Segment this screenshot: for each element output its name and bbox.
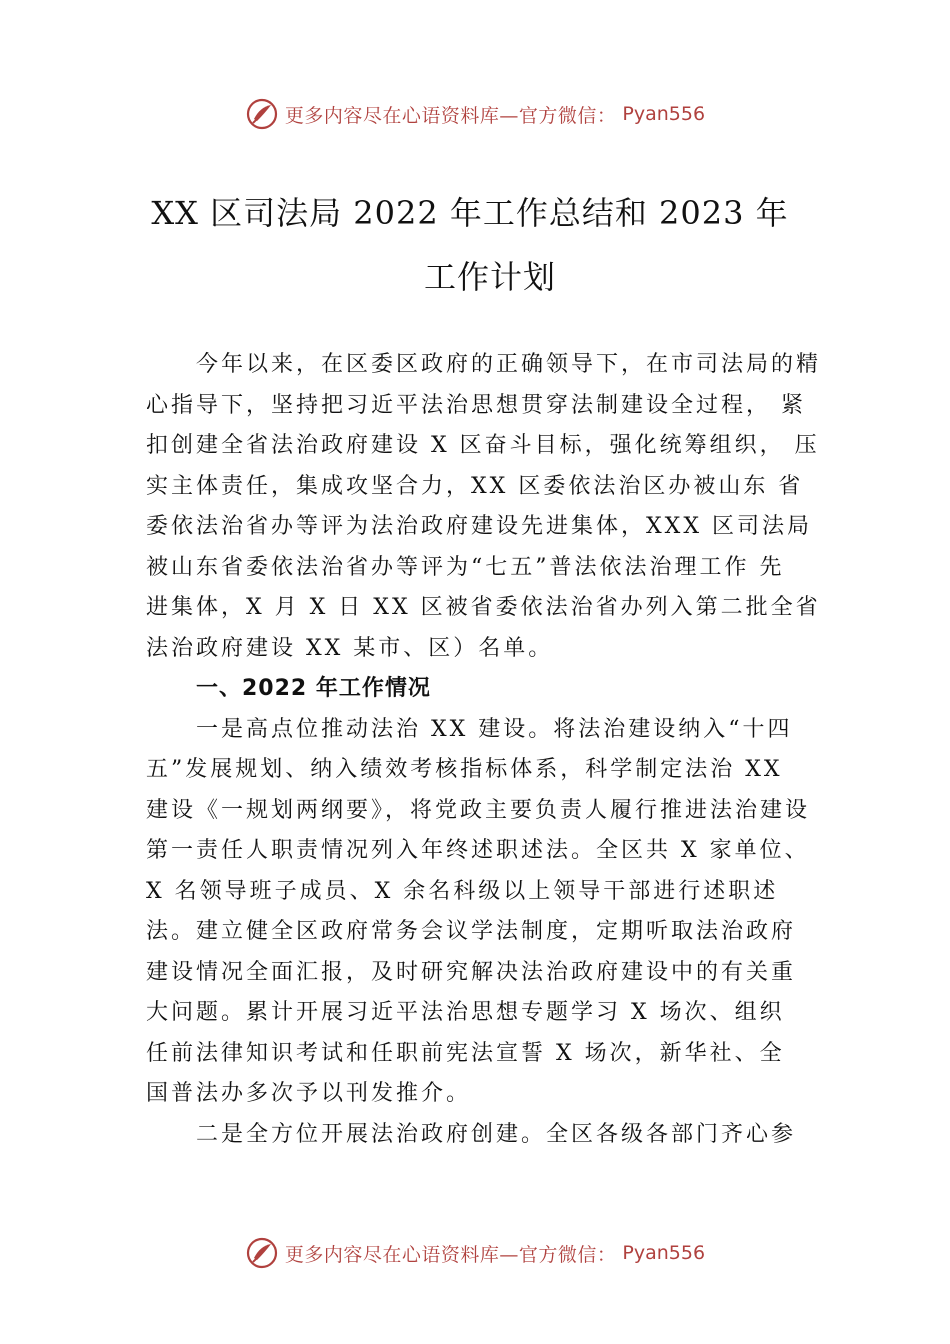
body-line: 二是全方位开展法治政府创建。全区各级各部门齐心参: [196, 1121, 797, 1147]
watermark-id: Pyan556: [622, 103, 706, 125]
body-line: 建设情况全面汇报，及时研究解决法治政府建设中的有关重: [146, 959, 797, 985]
watermark-text: 更多内容尽在心语资料库—官方微信：: [284, 1243, 617, 1266]
watermark-header: [0, 95, 950, 133]
watermark-id: Pyan556: [622, 1242, 706, 1264]
body-line: 今年以来，在区委区政府的正确领导下，在市司法局的精: [196, 352, 822, 377]
body-line: 被山东省委依法治省办等评为“七五”普法依法治理工作 先: [146, 554, 785, 580]
body-line: X 名领导班子成员、X 余名科级以上领导干部进行述职述: [146, 878, 779, 904]
brush-logo-icon: [245, 1236, 279, 1270]
section-heading: 一、2022 年工作情况: [196, 676, 431, 701]
body-line: 大问题。累计开展习近平法治思想专题学习 X 场次、组织: [146, 1000, 785, 1025]
body-line: 心指导下，坚持把习近平法治思想贯穿法制建设全过程， 紧: [146, 392, 806, 418]
body-line: 扣创建全省法治政府建设 X 区奋斗目标，强化统筹组织， 压: [146, 433, 820, 458]
body-line: 进集体，X 月 X 日 XX 区被省委依法治省办列入第二批全省: [146, 595, 821, 620]
body-line: 委依法治省办等评为法治政府建设先进集体，XXX 区司法局: [146, 514, 812, 539]
document-title-line1: XX 区司法局 2022 年工作总结和 2023 年: [151, 194, 789, 232]
body-line: 实主体责任，集成攻坚合力，XX 区委依法治区办被山东 省: [146, 473, 804, 499]
body-line: 第一责任人职责情况列入年终述职述法。全区共 X 家单位、: [146, 838, 810, 863]
body-line: 任前法律知识考试和任职前宪法宣誓 X 场次，新华社、全: [146, 1040, 785, 1066]
brush-logo-icon: [245, 97, 279, 131]
body-line: 法。建立健全区政府常务会议学法制度，定期听取法治政府: [146, 919, 797, 944]
body-line: 国普法办多次予以刊发推介。: [146, 1081, 472, 1106]
watermark-text: 更多内容尽在心语资料库—官方微信：: [284, 104, 617, 127]
body-line: 法治政府建设 XX 某市、区）名单。: [146, 635, 554, 661]
body-line: 建设《一规划两纲要》，将党政主要负责人履行推进法治建设: [146, 797, 811, 823]
document-title-line2: 工作计划: [423, 258, 556, 296]
document-body: [146, 345, 826, 1155]
watermark-footer: [0, 1234, 950, 1272]
body-line: 一是高点位推动法治 XX 建设。将法治建设纳入“十四: [196, 716, 793, 742]
body-line: 五”发展规划、纳入绩效考核指标体系，科学制定法治 XX: [146, 757, 783, 782]
